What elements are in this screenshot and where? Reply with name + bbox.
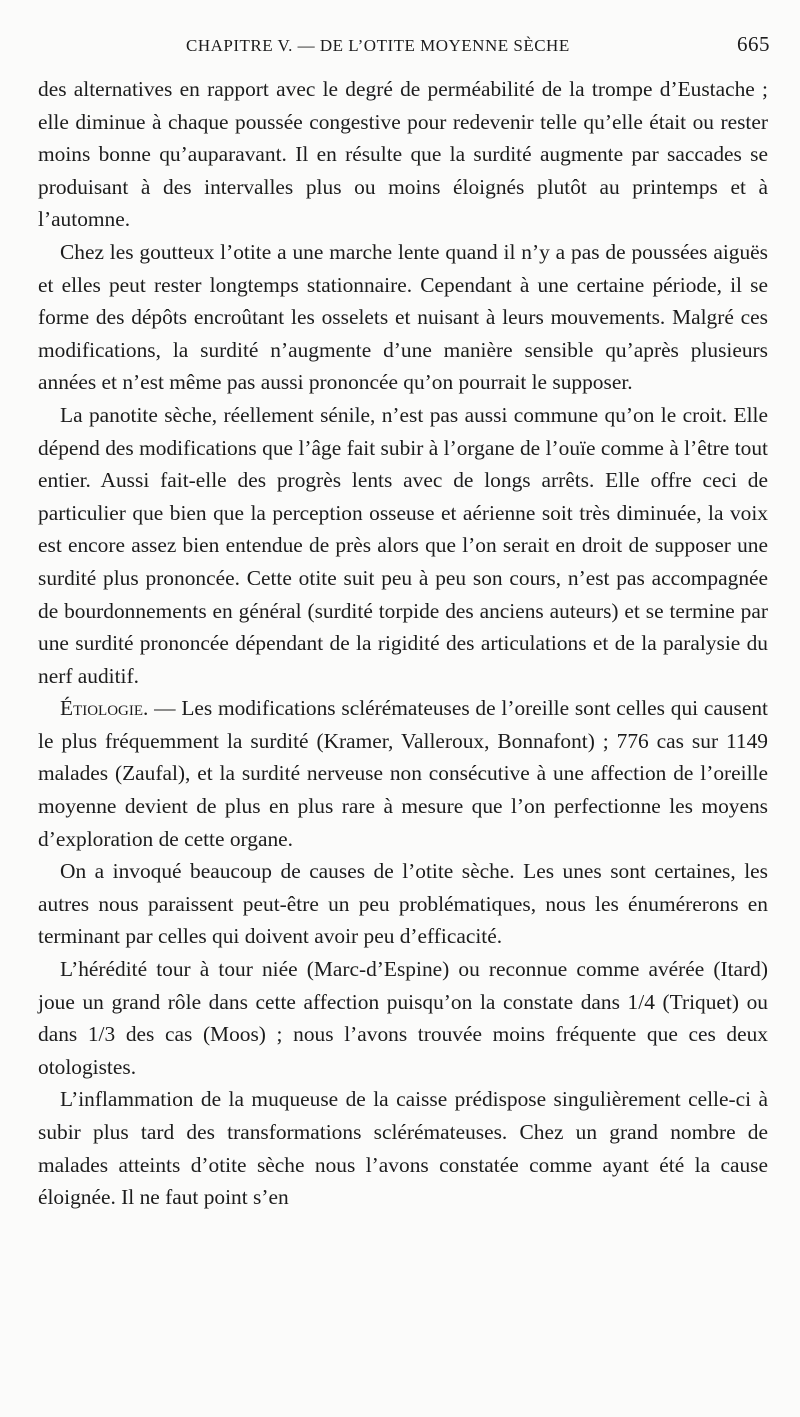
paragraph-2: Chez les goutteux l’otite a une marche lente quand il n’y a pas de poussées aiguës et elles peut rester longtemps stationnaire. Cependant à une certaine période, il se forme des dépôts encroûtant les osselets et nuisant à leurs mouvements. Malgré ces modifications, la surdité n’augmente d’une manière sensible qu’après plusieurs années et n’est même pas aussi prononcée qu’on pourrait le supposer. [38,239,768,395]
body-text [38,73,768,1214]
paragraph-4-etiologie [38,692,768,855]
running-title: CHAPITRE V. — DE L’OTITE MOYENNE SÈCHE [186,36,570,55]
paragraph-5: On a invoqué beaucoup de causes de l’otite sèche. Les unes sont certaines, les autres nous paraissent peut-être un peu problématiques, nous les énumérerons en terminant par celles qui doivent avoir peu d’efficacité. [38,859,768,949]
paragraph-4-text: — Les modifications sclérémateuses de l’oreille sont celles qui causent le plus fréquemment la surdité (Kramer, Valleroux, Bonnafont) ; 776 cas sur 1149 malades (Zaufal), et la surdité nerveuse non consécutive à une affection de l’oreille moyenne devient de plus en plus rare à mesure que l’on perfectionne les moyens d’exploration de cette organe. [38,696,768,851]
section-heading-etiologie: Étiologie. [60,696,149,721]
paragraph-7: L’inflammation de la muqueuse de la caisse prédispose singulièrement celle-ci à subir plus tard des transformations sclérémateuses. Chez un grand nombre de malades atteints d’otite sèche nous l’avons constatée comme ayant été la cause éloignée. Il ne faut point s’en [38,1087,768,1210]
paragraph-6: L’hérédité tour à tour niée (Marc-d’Espine) ou reconnue comme avérée (Itard) joue un grand rôle dans cette affection puisqu’on la constate dans 1/4 (Triquet) ou dans 1/3 des cas (Moos) ; nous l’avons trouvée moins fréquente que ces deux otologistes. [38,957,768,1079]
running-header [36,30,770,64]
paragraph-3: La panotite sèche, réellement sénile, n’est pas aussi commune qu’on le croit. Elle dépend des modifications que l’âge fait subir à l’organe de l’ouïe comme à l’être tout entier. Aussi fait-elle des progrès lents avec de longs arrêts. Elle offre ceci de particulier que bien que la perception osseuse et aérienne soit très diminuée, la voix est encore assez bien entendue de près alors que l’on serait en droit de supposer une surdité plus prononcée. Cette otite suit peu à peu son cours, n’est pas accompagnée de bourdonnements en général (surdité torpide des anciens auteurs) et se termine par une surdité prononcée dépendant de la rigidité des articulations et de la paralysie du nerf auditif. [38,402,768,688]
page-number: 665 [737,32,770,56]
paragraph-1: des alternatives en rapport avec le degré de perméabilité de la trompe d’Eustache ; elle diminue à chaque poussée congestive pour redevenir telle qu’elle était ou rester moins bonne qu’auparavant. Il en résulte que la surdité augmente par saccades se produisant à des intervalles plus ou moins éloignés plutôt au printemps et à l’automne. [38,77,768,232]
